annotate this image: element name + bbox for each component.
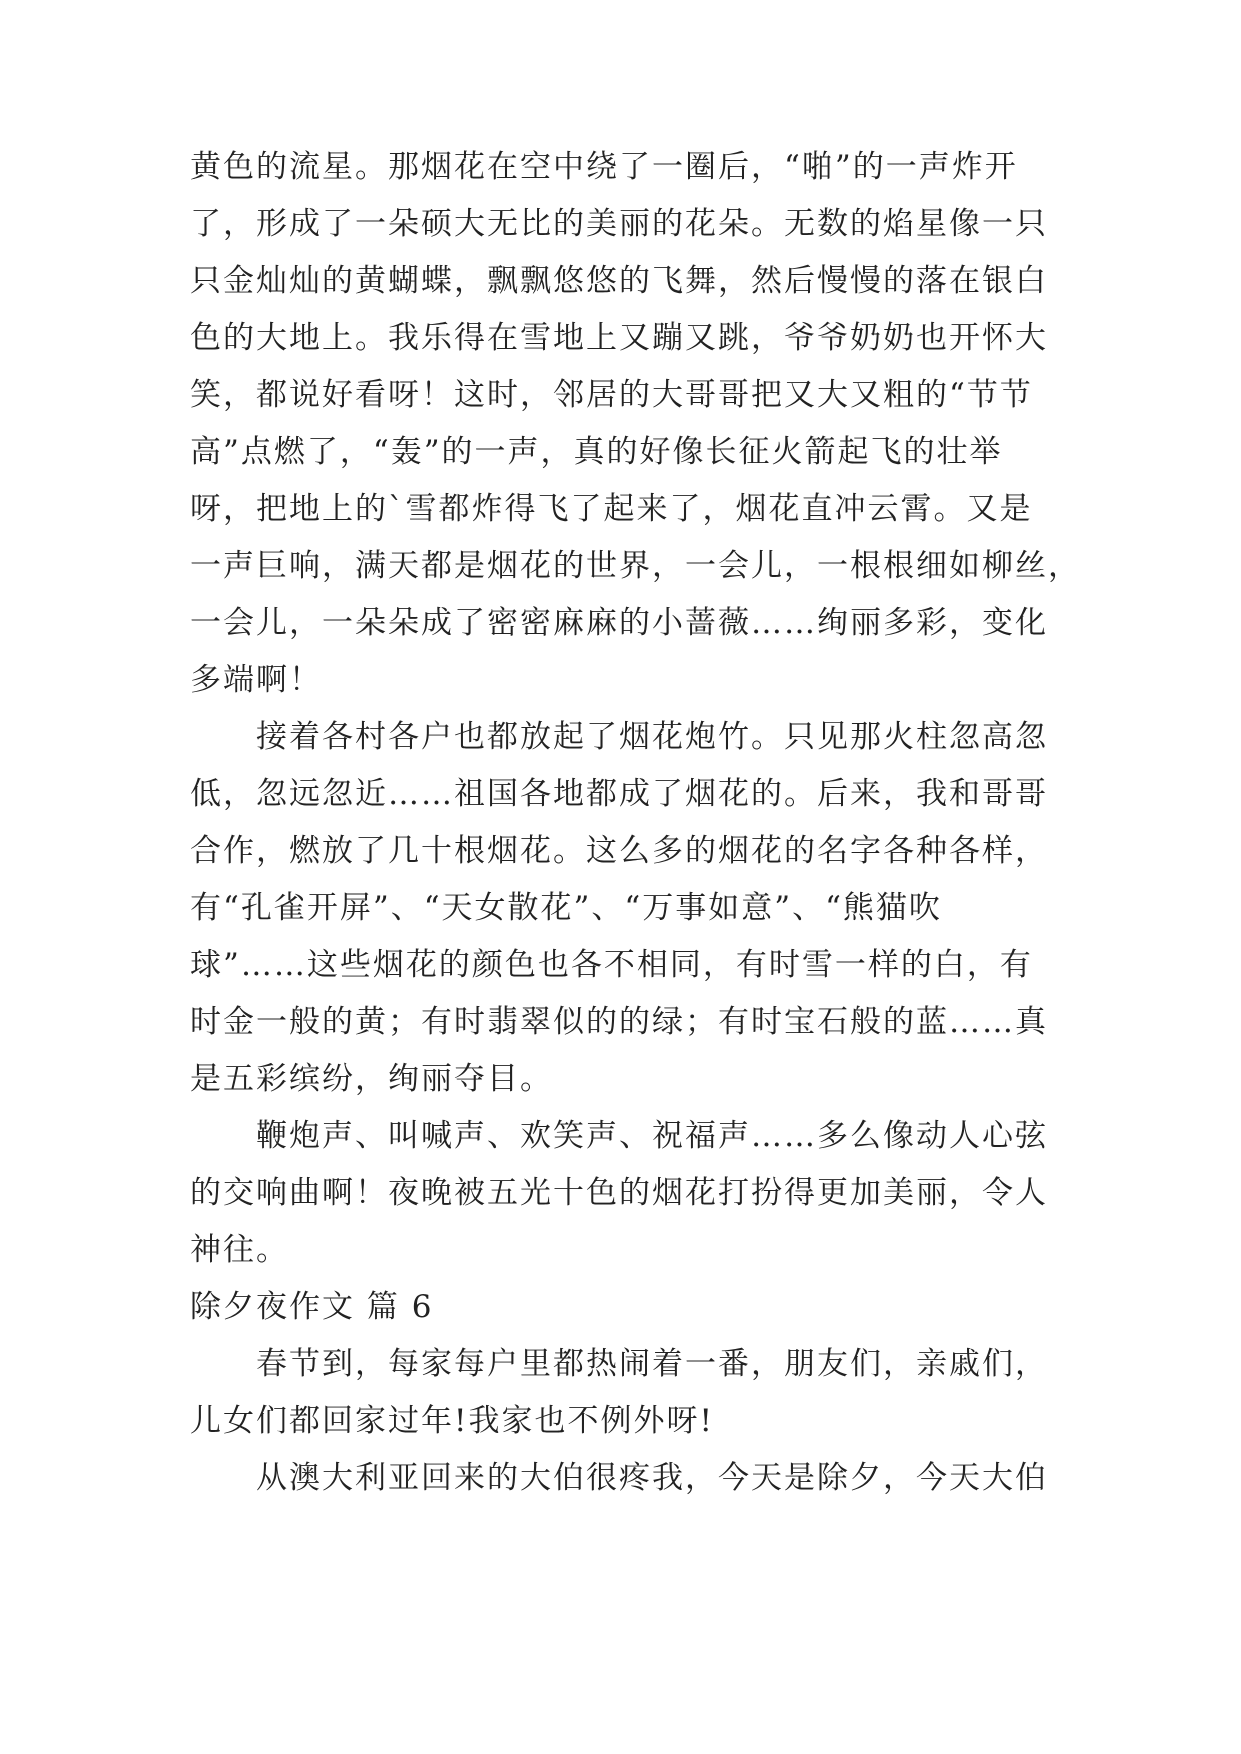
text-line: 低，忽远忽近……祖国各地都成了烟花的。后来，我和哥哥 [190, 776, 1048, 812]
text-line: 笑，都说好看呀！这时，邻居的大哥哥把又大又粗的“节节 [190, 377, 1033, 413]
text-line: 合作，燃放了几十根烟花。这么多的烟花的名字各种各样， [190, 833, 1048, 869]
text-line: 神往。 [190, 1232, 289, 1268]
paragraph-start-line: 春节到，每家每户里都热闹着一番，朋友们，亲戚们， [256, 1346, 1048, 1382]
text-line: 一声巨响，满天都是烟花的世界，一会儿，一根根细如柳丝， [190, 548, 1081, 584]
text-line: 多端啊！ [190, 662, 322, 698]
section-heading: 除夕夜作文 篇 6 [190, 1289, 434, 1325]
paragraph-start-line: 从澳大利亚回来的大伯很疼我，今天是除夕，今天大伯 [256, 1460, 1048, 1496]
text-line: 只金灿灿的黄蝴蝶，飘飘悠悠的飞舞，然后慢慢的落在银白 [190, 263, 1048, 299]
text-line: 黄色的流星。那烟花在空中绕了一圈后，“啪”的一声炸开 [190, 149, 1018, 185]
text-line: 有“孔雀开屏”、“天女散花”、“万事如意”、“熊猫吹 [190, 890, 942, 926]
paragraph-start-line: 接着各村各户也都放起了烟花炮竹。只见那火柱忽高忽 [256, 719, 1048, 755]
text-line: 了，形成了一朵硕大无比的美丽的花朵。无数的焰星像一只 [190, 206, 1048, 242]
text-line: 时金一般的黄；有时翡翠似的的绿；有时宝石般的蓝……真 [190, 1004, 1048, 1040]
text-line: 球”……这些烟花的颜色也各不相同，有时雪一样的白，有 [190, 947, 1033, 983]
text-line: 的交响曲啊！夜晚被五光十色的烟花打扮得更加美丽，令人 [190, 1175, 1048, 1211]
paragraph-start-line: 鞭炮声、叫喊声、欢笑声、祝福声……多么像动人心弦 [256, 1118, 1048, 1154]
text-line: 是五彩缤纷，绚丽夺目。 [190, 1061, 553, 1097]
text-line: 儿女们都回家过年!我家也不例外呀! [190, 1403, 714, 1439]
text-line: 一会儿，一朵朵成了密密麻麻的小蔷薇……绚丽多彩，变化 [190, 605, 1048, 641]
text-line: 色的大地上。我乐得在雪地上又蹦又跳，爷爷奶奶也开怀大 [190, 320, 1048, 356]
text-line: 呀，把地上的`雪都炸得飞了起来了，烟花直冲云霄。又是 [190, 491, 1033, 527]
text-line: 高”点燃了，“轰”的一声，真的好像长征火箭起飞的壮举 [190, 434, 1003, 470]
